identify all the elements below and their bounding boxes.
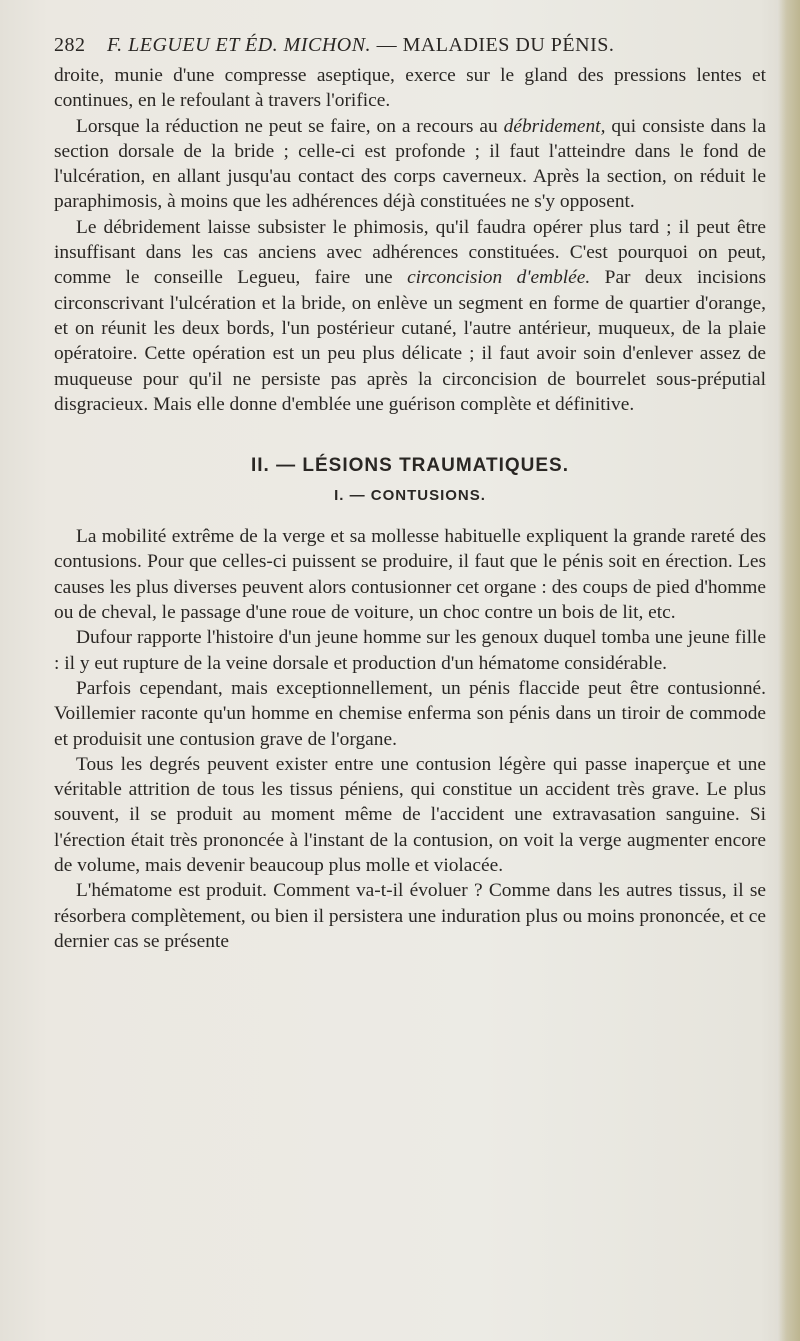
section-heading: II. — LÉSIONS TRAUMATIQUES.: [251, 455, 569, 477]
page-content: [54, 34, 766, 954]
paragraph-text: Par deux incisions circonscrivant l'ulcération et la bride, on enlève un segment en forme de quartier d'orange, et on réunit les deux bords, l'un postérieur cutané, l'autre antérieur, muqueux, de la plaie opératoire. Cette opération est un peu plus délicate ; il faut avoir soin d'enlever assez de muqueuse pour qu'il ne persiste pas après la circoncision de bourrelet sous-préputial disgracieux. Mais elle donne d'emblée une guérison complète et définitive.: [54, 267, 766, 415]
subsection-heading: I. — CONTUSIONS.: [334, 487, 486, 505]
paragraph-circoncision: [54, 215, 766, 417]
header-authors: F. LEGUEU ET ÉD. MICHON.: [107, 34, 372, 56]
body-paragraph: Tous les degrés peuvent exister entre une contusion légère qui passe inaperçue et une véritable attrition de tous les tissus péniens, qui constitue un accident très grave. Le plus souvent, il se produit au moment même de l'accident une extravasation sanguine. Si l'érection était très prononcée à l'instant de la contusion, on voit la verge augmenter encore de volume, mais devenir beaucoup plus molle et violacée.: [54, 753, 766, 877]
body-paragraph: Dufour rapporte l'histoire d'un jeune homme sur les genoux duquel tomba une jeune fille : il y eut rupture de la veine dorsale et production d'un hématome considérable.: [54, 627, 766, 674]
body-paragraph: La mobilité extrême de la verge et sa mollesse habituelle expliquent la grande rareté des contusions. Pour que celles-ci puissent se produire, il faut que le pénis soit en érection. Les causes les plus diverses peuvent alors contusionner cet organe : des coups de pied d'homme ou de cheval, le passage d'une roue de voiture, un choc contre un bois de lit, etc.: [54, 526, 766, 624]
paragraph-debridement: [54, 114, 766, 215]
body-paragraph: L'hématome est produit. Comment va-t-il évoluer ? Comme dans les autres tissus, il se résorbera complètement, ou bien il persistera une induration plus ou moins prononcée, et ce dernier cas se présente: [54, 880, 766, 952]
emphasis-term: circoncision d'emblée.: [407, 267, 591, 289]
emphasis-term: débridement,: [503, 115, 606, 137]
page-number: 282: [54, 34, 86, 56]
paragraph-text: Lorsque la réduction ne peut se faire, on a recours au: [76, 115, 498, 137]
paragraph-text: qui consiste dans la section dorsale de la bride ; celle-ci est profonde ; il faut l'atteindre dans le fond de l'ulcération, en allant jusqu'au contact des corps caverneux. Après la section, on réduit le paraphimosis, à moins que les adhérences déjà constituées ne s'y opposent.: [54, 115, 766, 213]
header-title: — MALADIES DU PÉNIS.: [376, 34, 615, 56]
running-header: [54, 34, 766, 57]
paragraph-continuation: droite, munie d'une compresse aseptique, exerce sur le gland des pressions lentes et continues, en le refoulant à travers l'orifice.: [54, 65, 766, 112]
page-edge-shadow: [778, 0, 800, 1341]
body-paragraph: Parfois cependant, mais exceptionnellement, un pénis flaccide peut être contusionné. Voillemier raconte qu'un homme en chemise enferma son pénis dans un tiroir de commode et produisit une contusion grave de l'organe.: [54, 677, 766, 750]
paragraph-text: Le débridement laisse subsister le phimosis, qu'il faudra opérer plus tard ; il peut être insuffisant dans les cas anciens avec adhérences constituées. C'est pourquoi on peut, comme le conseille Legueu, faire une: [54, 216, 766, 289]
